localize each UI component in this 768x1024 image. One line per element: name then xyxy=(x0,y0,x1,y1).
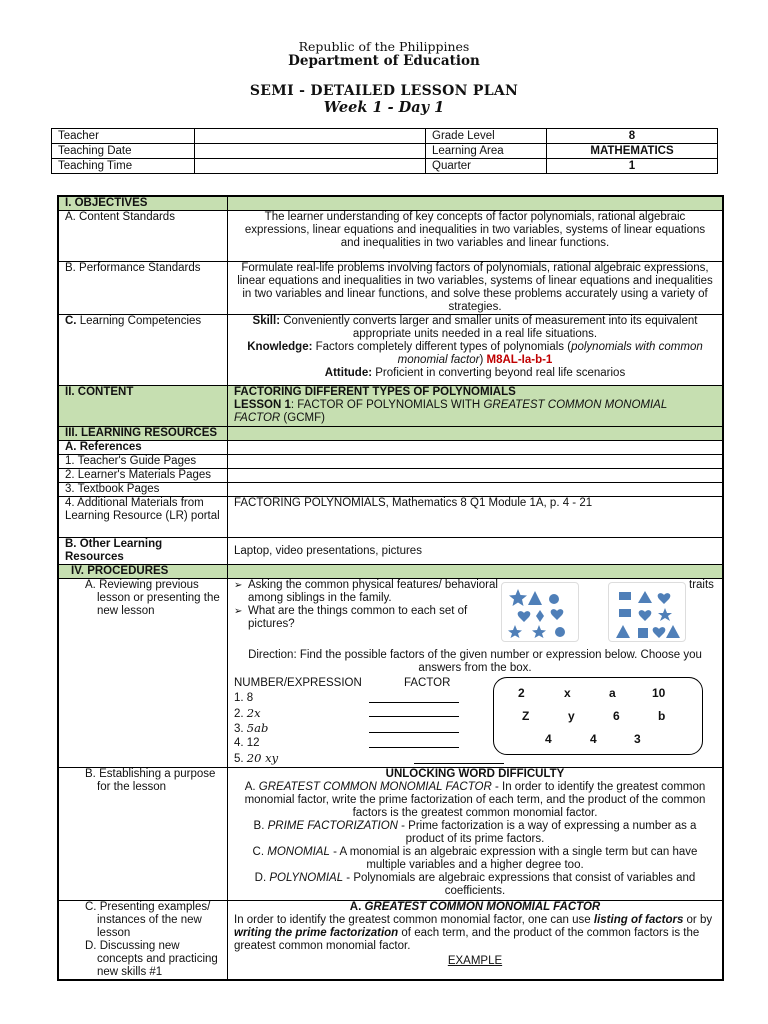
performance-standards-label: B. Performance Standards xyxy=(58,262,228,315)
column-factor-header: FACTOR xyxy=(404,677,451,689)
unlock-title: UNLOCKING WORD DIFFICULTY xyxy=(385,768,565,780)
answer-blank-3[interactable] xyxy=(369,722,459,733)
reviewing-content xyxy=(228,579,724,768)
choice: a xyxy=(609,686,616,700)
procedures-heading-fill xyxy=(228,565,724,579)
attitude-line xyxy=(234,367,716,380)
quarter-label: Quarter xyxy=(426,159,547,174)
knowledge-italic: polynomials with common monomial factor xyxy=(397,341,703,366)
teacher-label: Teacher xyxy=(52,129,195,144)
direction-text: Direction: Find the possible factors of the given number or expression below. Choose you answers from the box. xyxy=(248,649,702,674)
lesson-abbrev: (GCMF) xyxy=(280,412,325,424)
column-expression-header: NUMBER/EXPRESSION xyxy=(234,677,362,689)
resources-heading-fill xyxy=(228,427,724,441)
other-resources-text: Laptop, video presentations, pictures xyxy=(228,538,724,565)
definition-b: B. PRIME FACTORIZATION - Prime factorization is a way of expressing a number as a product of its prime factors. xyxy=(253,820,697,845)
department-label: Department of Education xyxy=(288,53,480,69)
references-label: A. References xyxy=(58,441,228,455)
lesson-italic: GREATEST COMMON MONOMIAL FACTOR xyxy=(234,399,668,424)
choice: 4 xyxy=(590,732,597,746)
definition-c: C. MONOMIAL - A monomial is an algebraic expression with a single term but can have multiple variables and a higher degree too. xyxy=(252,846,698,871)
review-bullet-1: ➢ Asking the common physical features/ behavioral among siblings in the family. xyxy=(234,579,512,605)
choice: 6 xyxy=(613,709,620,723)
knowledge-close: ) xyxy=(479,354,487,366)
choice: y xyxy=(568,709,575,723)
content-title: FACTORING DIFFERENT TYPES OF POLYNOMIALS xyxy=(234,386,516,398)
learning-competencies-text xyxy=(228,315,724,386)
answer-blank-1[interactable] xyxy=(369,692,459,703)
objectives-heading-fill xyxy=(228,196,724,211)
republic-label: Republic of the Philippines xyxy=(298,39,470,54)
exercise-area xyxy=(234,675,716,765)
competency-code: M8AL-Ia-b-1 xyxy=(486,354,553,366)
item-2: 2. 2𝑥 xyxy=(234,706,261,720)
reviewing-label-text: Reviewing previous lesson or presenting the new lesson xyxy=(97,579,220,617)
definition-d: D. POLYNOMIAL - Polynomials are algebraic expressions that consist of variables and coefficients. xyxy=(254,872,696,897)
grade-label: Grade Level xyxy=(426,129,547,144)
additional-materials-label: 4. Additional Materials from Learning Resource (LR) portal xyxy=(58,497,228,538)
skill-text: Conveniently converts larger and smaller units of measurement into its equivalent appropriate units needed in a real life situations. xyxy=(280,315,698,340)
answer-blank-4[interactable] xyxy=(369,737,459,748)
lesson-text: : FACTOR OF POLYNOMIALS WITH xyxy=(290,399,484,411)
textbook-label: 3. Textbook Pages xyxy=(58,483,228,497)
plan-title: SEMI - DETAILED LESSON PLAN xyxy=(249,83,519,99)
answer-choices-box xyxy=(493,677,703,755)
knowledge-line xyxy=(234,341,716,367)
answer-blank-2[interactable] xyxy=(369,706,459,717)
skill-line xyxy=(234,315,716,341)
objectives-heading: I. OBJECTIVES xyxy=(58,196,228,211)
gcmf-content xyxy=(228,901,724,981)
competencies-label-text: Learning Competencies xyxy=(76,315,202,327)
lesson-label: LESSON 1 xyxy=(234,399,291,411)
definition-a: A. GREATEST COMMON MONOMIAL FACTOR - In order to identify the greatest common monomial factor, write the prime factorization of each term, and the product of the common factors is the greatest common monomial factor. xyxy=(244,781,706,819)
reviewing-letter: A. xyxy=(85,579,96,591)
choice: 4 xyxy=(545,732,552,746)
item-1: 1. 8 xyxy=(234,692,254,704)
teachers-guide-label: 1. Teacher's Guide Pages xyxy=(58,455,228,469)
other-resources-label: B. Other Learning Resources xyxy=(58,538,228,565)
review-bullet-1-end: traits xyxy=(689,579,714,591)
content-standards-text: The learner understanding of key concepts of factor polynomials, rational algebraic expressions, linear equations and inequalities in two variables, systems of linear equations and inequalities in two variables and linear functions. xyxy=(228,211,724,262)
additional-materials-text: FACTORING POLYNOMIALS, Mathematics 8 Q1 Module 1A, p. 4 - 21 xyxy=(228,497,724,538)
review-bullets xyxy=(234,579,716,645)
gcmf-title: A. GREATEST COMMON MONOMIAL FACTOR xyxy=(349,901,601,913)
examples-discussion-label xyxy=(58,901,228,981)
resources-heading: III. LEARNING RESOURCES xyxy=(58,427,228,441)
date-label: Teaching Date xyxy=(52,144,195,159)
choice: x xyxy=(564,686,571,700)
learners-materials-label: 2. Learner's Materials Pages xyxy=(58,469,228,483)
knowledge-text: Factors completely different types of polynomials ( xyxy=(312,341,572,353)
review-bullet-2: ➢ What are the things common to each set of pictures? xyxy=(234,605,498,631)
knowledge-label: Knowledge: xyxy=(247,341,313,353)
purpose-label xyxy=(58,768,228,901)
area-value: MATHEMATICS xyxy=(547,144,718,159)
item-3: 3. 5𝑎𝑏 xyxy=(234,721,269,735)
mixed-shapes-image xyxy=(608,582,686,642)
procedures-heading: IV. PROCEDURES xyxy=(58,565,228,579)
attitude-text: Proficient in converting beyond real life scenarios xyxy=(372,367,626,379)
learning-competencies-label xyxy=(58,315,228,386)
star-heart-shapes-image xyxy=(501,582,579,642)
skill-label: Skill: xyxy=(252,315,281,327)
content-heading: II. CONTENT xyxy=(58,386,228,427)
content-text xyxy=(228,386,724,427)
teacher-value xyxy=(195,129,426,144)
gcmf-text: In order to identify the greatest common monomial factor, one can use listing of factors or by writing the prime factorization of each term, and the product of the common factors is the greatest common monomial factor. xyxy=(234,914,713,952)
info-table xyxy=(51,128,718,174)
week-day-label: Week 1 - Day 1 xyxy=(323,99,445,116)
quarter-value: 1 xyxy=(547,159,718,174)
date-value xyxy=(195,144,426,159)
choice: 3 xyxy=(634,732,641,746)
time-label: Teaching Time xyxy=(52,159,195,174)
choice: 10 xyxy=(652,686,666,700)
purpose-label-block: B. Establishing a purpose for the lesson xyxy=(85,768,216,793)
performance-standards-text: Formulate real-life problems involving factors of polynomials, rational algebraic expressions, linear equations and inequalities in two variables, systems of linear equations and inequalities in two variables and linear functions, and solve these problems accurately using a variety of strategies. xyxy=(228,262,724,315)
choice: 2 xyxy=(518,686,525,700)
example-label: EXAMPLE xyxy=(447,955,503,967)
item-5: 5. 20 𝑥𝑦 xyxy=(234,751,279,765)
area-label: Learning Area xyxy=(426,144,547,159)
content-standards-label: A. Content Standards xyxy=(58,211,228,262)
answer-blank-5[interactable] xyxy=(414,753,504,764)
competencies-letter: C. xyxy=(65,315,77,327)
lesson-plan-table xyxy=(57,195,724,981)
reviewing-label xyxy=(58,579,228,768)
time-value xyxy=(195,159,426,174)
unlocking-word-difficulty xyxy=(228,768,724,901)
reviewing-label-block xyxy=(65,579,221,618)
choice: b xyxy=(658,709,666,723)
examples-label: C. Presenting examples/ instances of the new lesson xyxy=(85,901,211,939)
grade-value: 8 xyxy=(547,129,718,144)
choice: Z xyxy=(522,709,530,723)
item-4: 4. 12 xyxy=(234,737,260,749)
discussion-label: D. Discussing new concepts and practicing new skills #1 xyxy=(85,940,218,978)
attitude-label: Attitude: xyxy=(324,367,373,379)
lesson-line xyxy=(234,399,716,425)
